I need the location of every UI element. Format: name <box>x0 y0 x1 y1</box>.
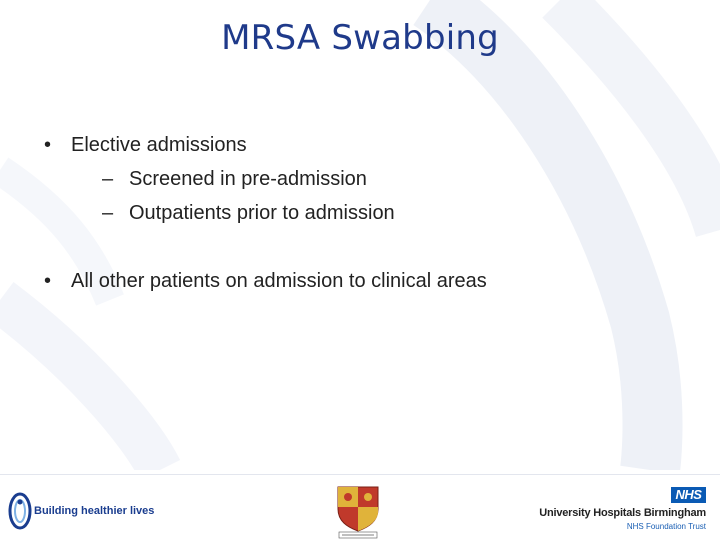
building-healthier-lives-text: Building healthier lives <box>34 505 155 517</box>
bullet-text: All other patients on admission to clinical areas <box>71 270 487 292</box>
trust-subtitle: NHS Foundation Trust <box>626 522 706 531</box>
nhs-badge: NHS <box>671 487 706 503</box>
building-healthier-lives-logo-icon <box>8 491 32 531</box>
bullet-item <box>44 264 694 298</box>
slide-title: MRSA Swabbing <box>221 18 499 58</box>
sub-bullet-marker: – <box>102 168 114 190</box>
bullet-item <box>44 128 694 162</box>
sub-bullet-text: Screened in pre-admission <box>129 168 367 190</box>
bullet-text: Elective admissions <box>71 134 247 156</box>
university-crest-icon <box>333 483 383 539</box>
bullet-marker: • <box>44 270 52 292</box>
sub-bullet-item <box>102 196 694 230</box>
trust-name: University Hospitals Birmingham <box>539 507 706 519</box>
sub-bullet-text: Outpatients prior to admission <box>129 202 395 224</box>
sub-bullet-marker: – <box>102 202 114 224</box>
bullet-list <box>44 128 694 298</box>
bullet-marker: • <box>44 134 52 156</box>
slide-footer <box>0 474 720 541</box>
spacer <box>44 230 694 264</box>
sub-bullet-item <box>102 162 694 196</box>
